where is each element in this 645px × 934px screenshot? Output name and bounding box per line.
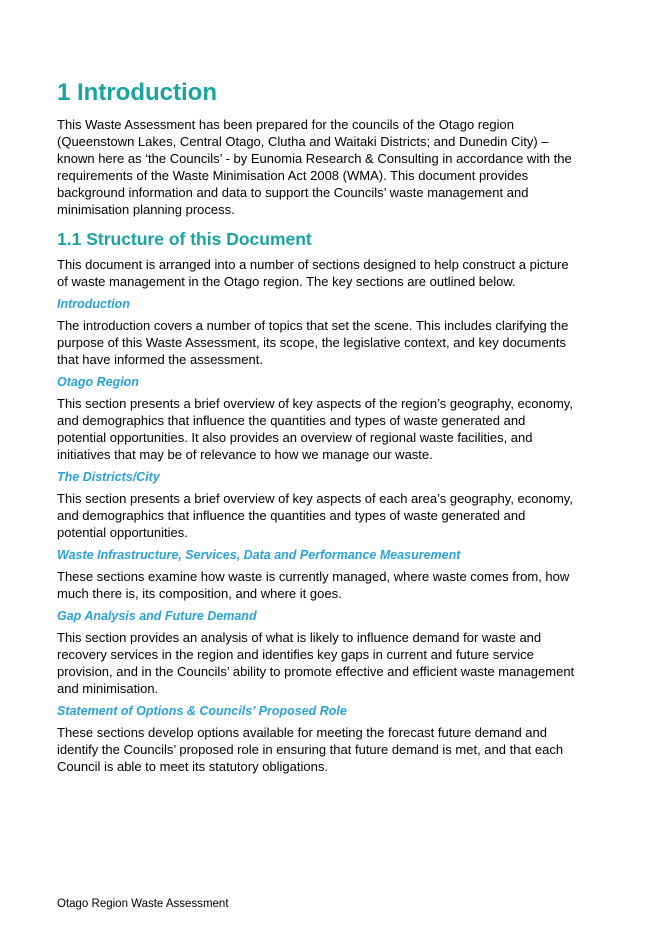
- section-title-statement-of-options: Statement of Options & Councils’ Proposed Role: [57, 704, 347, 718]
- section-title-waste-infrastructure: Waste Infrastructure, Services, Data and Performance Measurement: [57, 548, 461, 562]
- section-body-statement-of-options: These sections develop options available for meeting the forecast future demand and identify the Councils’ proposed role in ensuring that future demand is met, and that each Council is able to meet its statutory obligations.: [57, 725, 564, 774]
- document-page: [57, 78, 577, 781]
- structure-paragraph: This document is arranged into a number of sections designed to help construct a picture of waste management in the Otago region. The key sections are outlined below.: [57, 257, 569, 289]
- section-title-gap-analysis: Gap Analysis and Future Demand: [57, 609, 257, 623]
- section-title-otago-region: Otago Region: [57, 375, 139, 389]
- section-body-gap-analysis: This section provides an analysis of what is likely to influence demand for waste and recovery services in the region and identifies key gaps in current and future service provision, and in the Councils’ ability to promote effective and efficient waste management and minimisation.: [57, 630, 575, 696]
- intro-paragraph: This Waste Assessment has been prepared for the councils of the Otago region (Queenstown Lakes, Central Otago, Clutha and Waitaki Districts; and Dunedin City) – known here as ‘the Councils’ - by Eunomia Research & Consulting in accordance with the requirements of the Waste Minimisation Act 2008 (WMA). This document provides background information and data to support the Councils’ waste management and minimisation planning process.: [57, 117, 572, 217]
- page-title: 1 Introduction: [57, 79, 217, 106]
- section-title-introduction: Introduction: [57, 297, 130, 311]
- section-body-introduction: The introduction covers a number of topics that set the scene. This includes clarifying the purpose of this Waste Assessment, its scope, the legislative context, and key documents that have informed the assessment.: [57, 318, 569, 367]
- section-body-districts-city: This section presents a brief overview of key aspects of each area’s geography, economy, and demographics that influence the quantities and types of waste generated and potential opportunities.: [57, 491, 573, 540]
- section-heading: 1.1 Structure of this Document: [57, 229, 312, 249]
- section-body-waste-infrastructure: These sections examine how waste is currently managed, where waste comes from, how much there is, its composition, and where it goes.: [57, 569, 570, 601]
- page-footer: Otago Region Waste Assessment: [57, 898, 229, 910]
- section-title-districts-city: The Districts/City: [57, 470, 160, 484]
- section-body-otago-region: This section presents a brief overview of key aspects of the region’s geography, economy, and demographics that influence the quantities and types of waste generated and potential opportunities. It also provides an overview of regional waste facilities, and initiatives that may be of relevance to how we manage our waste.: [57, 396, 573, 462]
